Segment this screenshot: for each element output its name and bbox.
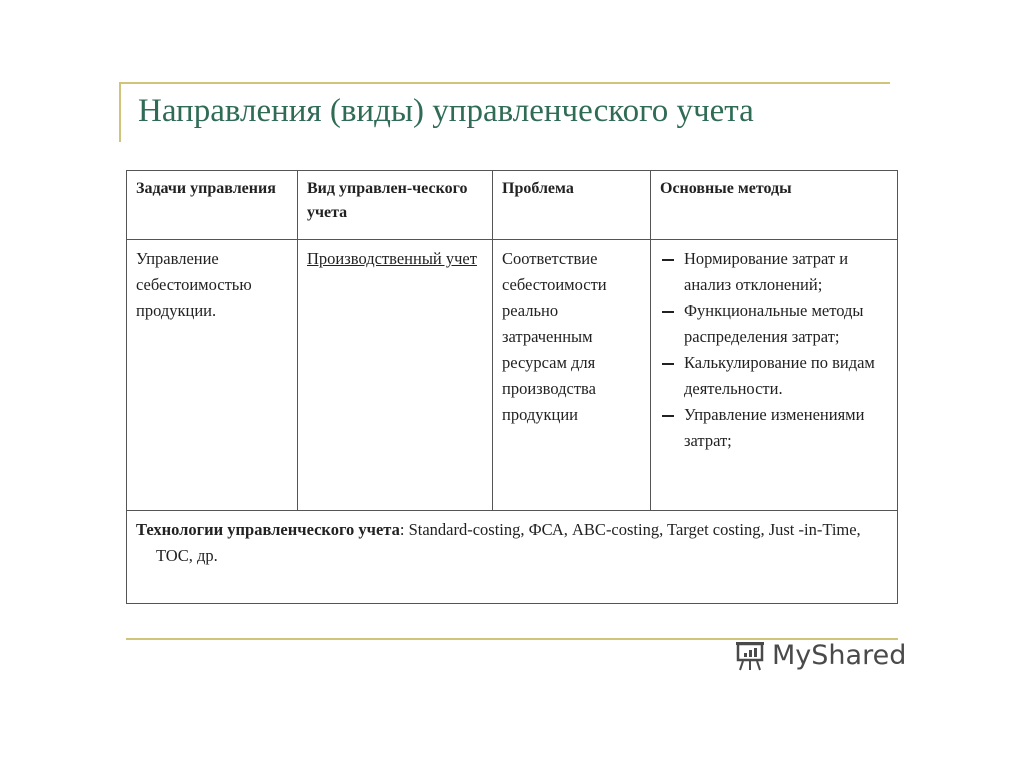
header-cell: Проблема (493, 171, 651, 240)
header-cell: Вид управлен-ческого учета (298, 171, 493, 240)
list-item: Нормирование затрат и анализ отклонений; (660, 246, 888, 298)
methods-cell (651, 240, 898, 511)
table-footer-row (127, 511, 898, 604)
table-header-row (127, 171, 898, 240)
presentation-board-icon (734, 641, 766, 671)
list-item: Калькулирование по видам деятельности. (660, 350, 888, 402)
problem-cell: Соответствие себестоимости реально затраченным ресурсам для производства продукции (493, 240, 651, 511)
left-accent (119, 82, 121, 142)
logo (734, 640, 906, 671)
list-item: Функциональные методы распределения затрат; (660, 298, 888, 350)
footer-cell (127, 511, 898, 604)
type-link: Производственный учет (307, 249, 477, 268)
task-cell: Управление себестоимостью продукции. (127, 240, 298, 511)
logo-text: MyShared (772, 640, 907, 671)
table-row (127, 240, 898, 511)
footer-label: Технологии управленческого учета (136, 520, 400, 539)
top-divider (120, 82, 890, 84)
header-cell: Задачи управления (127, 171, 298, 240)
slide-title: Направления (виды) управленческого учета (138, 93, 754, 129)
type-cell (298, 240, 493, 511)
list-item: Управление изменениями затрат; (660, 402, 888, 454)
footer-text: : Standard-costing, ФСА, ABC-costing, Target costing, Just -in-Time, TOC, др. (156, 520, 861, 565)
header-cell: Основные методы (651, 171, 898, 240)
methods-table (126, 170, 898, 604)
